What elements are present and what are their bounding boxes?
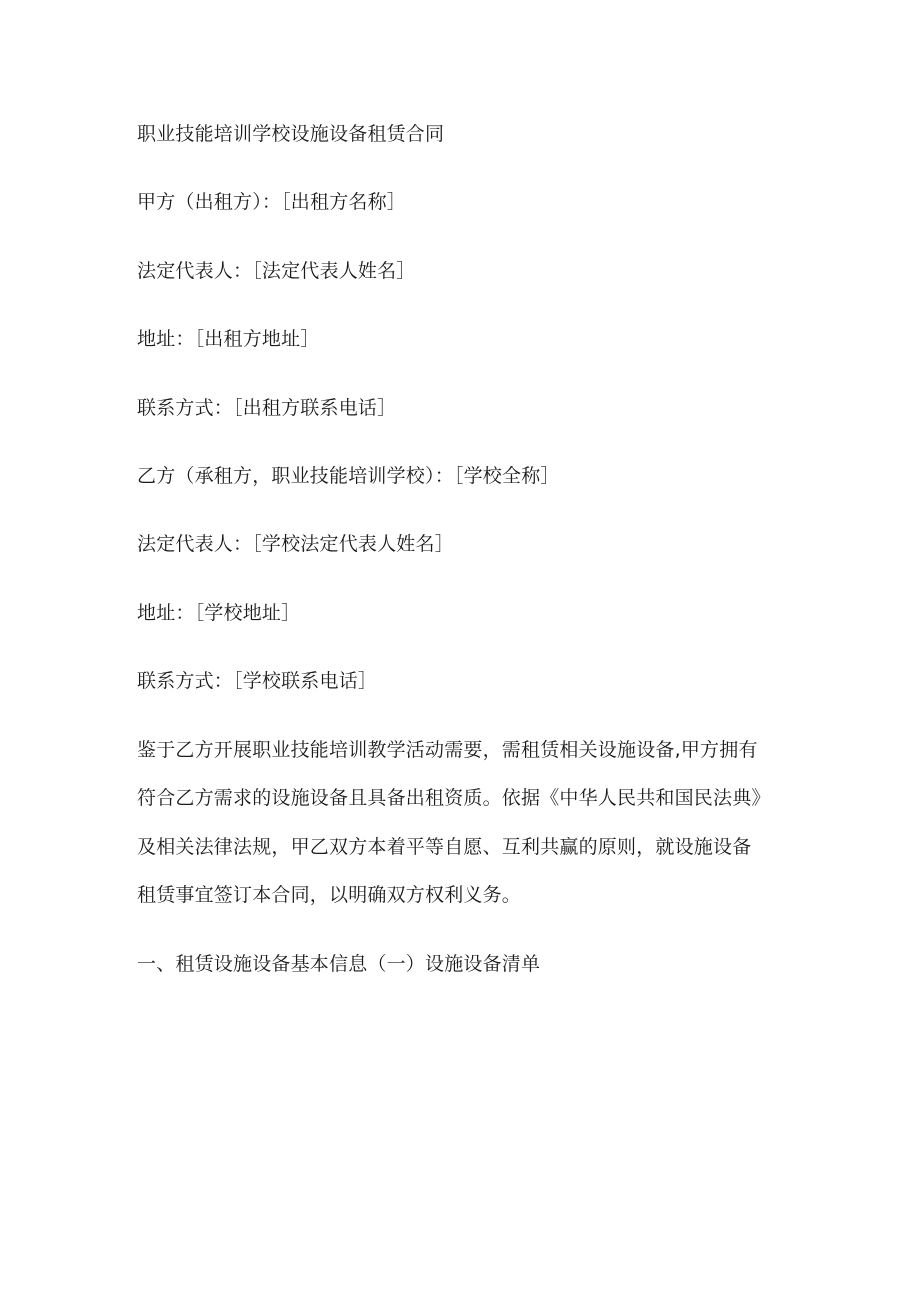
party-b-address: 地址：［学校地址］ [137, 601, 301, 624]
party-a-line: 甲方（出租方）：［出租方名称］ [137, 191, 407, 214]
party-a-contact: 联系方式：［出租方联系电话］ [137, 396, 397, 419]
party-b-representative: 法定代表人：［学校法定代表人姓名］ [137, 533, 454, 556]
document-body [137, 118, 797, 980]
preamble-line: 鉴于乙方开展职业技能培训教学活动需要，需租赁相关设施设备,甲方拥有 [137, 738, 758, 761]
party-a-address: 地址：［出租方地址］ [137, 328, 320, 351]
document-title: 职业技能培训学校设施设备租赁合同 [137, 123, 445, 145]
party-b-contact: 联系方式：［学校联系电话］ [137, 670, 378, 693]
preamble-line: 及相关法律法规，甲乙双方本着平等自愿、互利共赢的原则，就设施设备 [137, 835, 752, 858]
preamble-line: 租赁事宜签订本合同，以明确双方权利义务。 [137, 884, 522, 907]
section-heading: 一、租赁设施设备基本信息（一）设施设备清单 [137, 952, 541, 975]
party-b-line: 乙方（承租方，职业技能培训学校）：［学校全称］ [137, 464, 560, 487]
party-a-representative: 法定代表人：［法定代表人姓名］ [137, 259, 416, 282]
preamble-line: 符合乙方需求的设施设备且具备出租资质。依据《中华人民共和国民法典》 [137, 787, 771, 810]
preamble-paragraph [137, 726, 797, 920]
